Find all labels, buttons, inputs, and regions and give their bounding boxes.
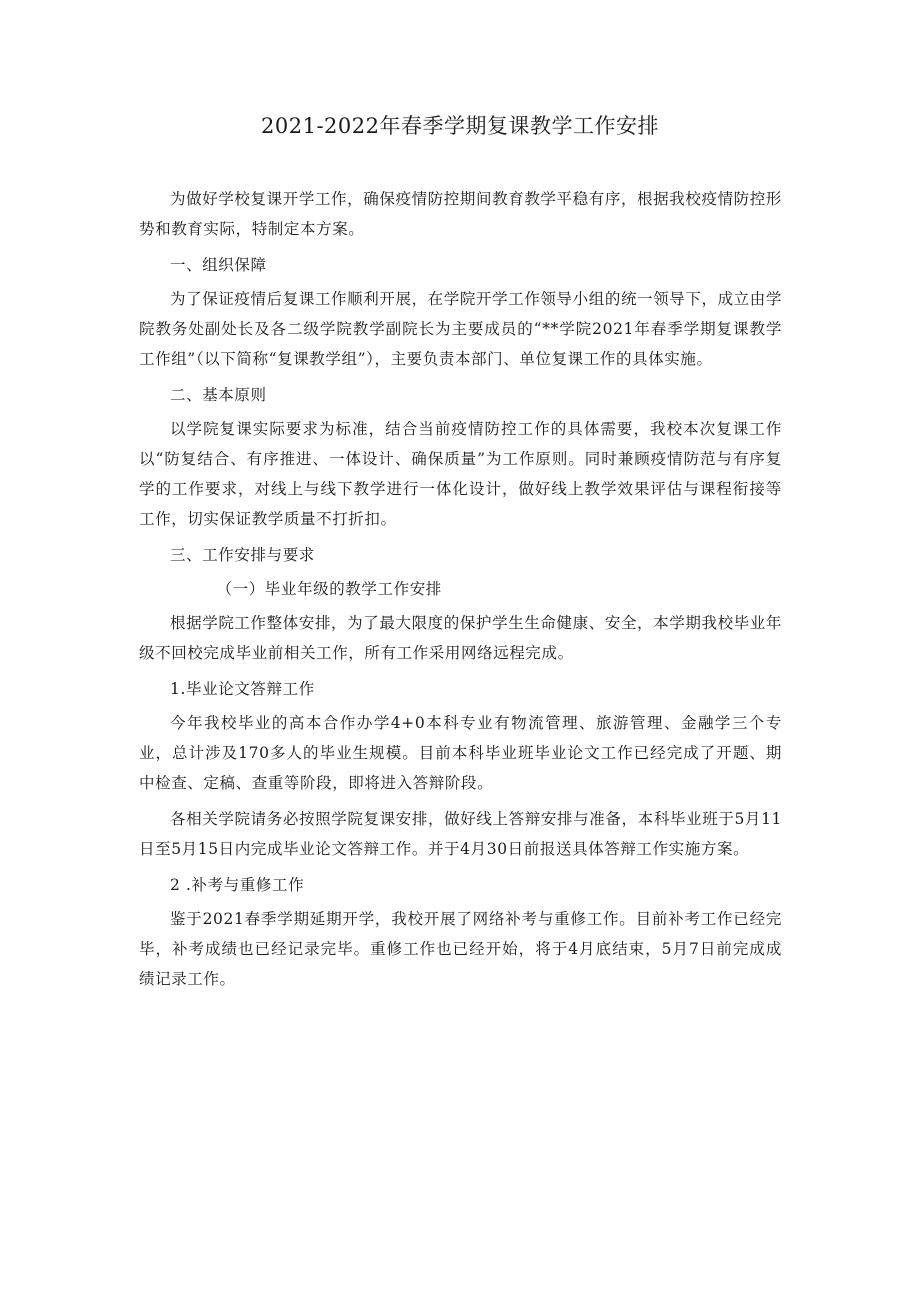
graduating-class-paragraph: 根据学院工作整体安排，为了最大限度的保护学生生命健康、安全，本学期我校毕业年级不回校完成毕业前相关工作，所有工作采用网络远程完成。 [139,614,782,662]
makeup-exams-paragraph: 鉴于2021春季学期延期开学，我校开展了网络补考与重修工作。目前补考工作已经完毕，补考成绩也已经记录完毕。重修工作也已经开始，将于4月底结束，5月7日前完成成绩记录工作。 [139,910,782,988]
principles-paragraph: 以学院复课实际要求为标准，结合当前疫情防控工作的具体需要，我校本次复课工作以“防复结合、有序推进、一体设计、确保质量”为工作原则。同时兼顾疫情防范与有序复学的工作要求，对线上与线下教学进行一体化设计，做好线上教学效果评估与课程衔接等工作，切实保证教学质量不打折扣。 [139,420,782,528]
thesis-defense-paragraph-2: 各相关学院请务必按照学院复课安排，做好线上答辩安排与准备，本科毕业班于5月11日至5月15日内完成毕业论文答辩工作。并于4月30日前报送具体答辩工作实施方案。 [139,810,782,858]
organization-paragraph: 为了保证疫情后复课工作顺利开展，在学院开学工作领导小组的统一领导下，成立由学院教务处副处长及各二级学院教学副院长为主要成员的“**学院2021年春季学期复课教学工作组”（以下简称“复课教学组”），主要负责本部门、单位复课工作的具体实施。 [139,290,782,368]
document-title: 2021-2022年春季学期复课教学工作安排 [261,114,659,138]
intro-paragraph: 为做好学校复课开学工作，确保疫情防控期间教育教学平稳有序，根据我校疫情防控形势和教育实际，特制定本方案。 [139,190,782,238]
section-heading-organization: 一、组织保障 [170,256,267,274]
subsection-heading-graduating-class: （一）毕业年级的教学工作安排 [216,580,442,598]
document-body [139,184,782,1000]
section-heading-principles: 二、基本原则 [170,386,267,404]
item-heading-thesis-defense: 1.毕业论文答辩工作 [170,680,315,698]
item-heading-makeup-exams: 2 .补考与重修工作 [170,876,305,894]
thesis-defense-paragraph-1: 今年我校毕业的高本合作办学4+0本科专业有物流管理、旅游管理、金融学三个专业，总计涉及170多人的毕业生规模。目前本科毕业班毕业论文工作已经完成了开题、期中检查、定稿、查重等阶段，即将进入答辩阶段。 [139,714,782,792]
section-heading-arrangements: 三、工作安排与要求 [170,546,315,564]
